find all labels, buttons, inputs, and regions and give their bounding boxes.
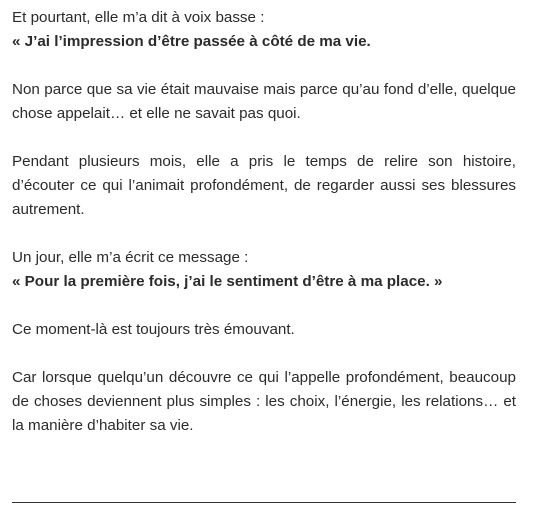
paragraph: Car lorsque quelqu’un découvre ce qui l’appelle profondément, beaucoup de choses deviennent plus simples : les choix, l’énergie, les relations… et la manière d’habiter sa vie. xyxy=(12,369,516,434)
paragraph: Ce moment-là est toujours très émouvant. xyxy=(12,321,295,338)
quote-line: « J’ai l’impression d’être passée à côté de ma vie. xyxy=(12,33,371,50)
paragraph-message xyxy=(12,246,516,294)
horizontal-divider xyxy=(12,502,516,503)
quote-line: « Pour la première fois, j’ai le sentiment d’être à ma place. » xyxy=(12,273,443,290)
intro-line: Et pourtant, elle m’a dit à voix basse : xyxy=(12,9,265,26)
paragraph-intro xyxy=(12,6,516,54)
intro-line: Un jour, elle m’a écrit ce message : xyxy=(12,249,249,266)
article-body xyxy=(12,6,516,462)
paragraph: Pendant plusieurs mois, elle a pris le temps de relire son histoire, d’écouter ce qui l’animait profondément, de regarder aussi ses blessures autrement. xyxy=(12,153,516,218)
paragraph: Non parce que sa vie était mauvaise mais parce qu’au fond d’elle, quelque chose appelait… et elle ne savait pas quoi. xyxy=(12,81,516,122)
